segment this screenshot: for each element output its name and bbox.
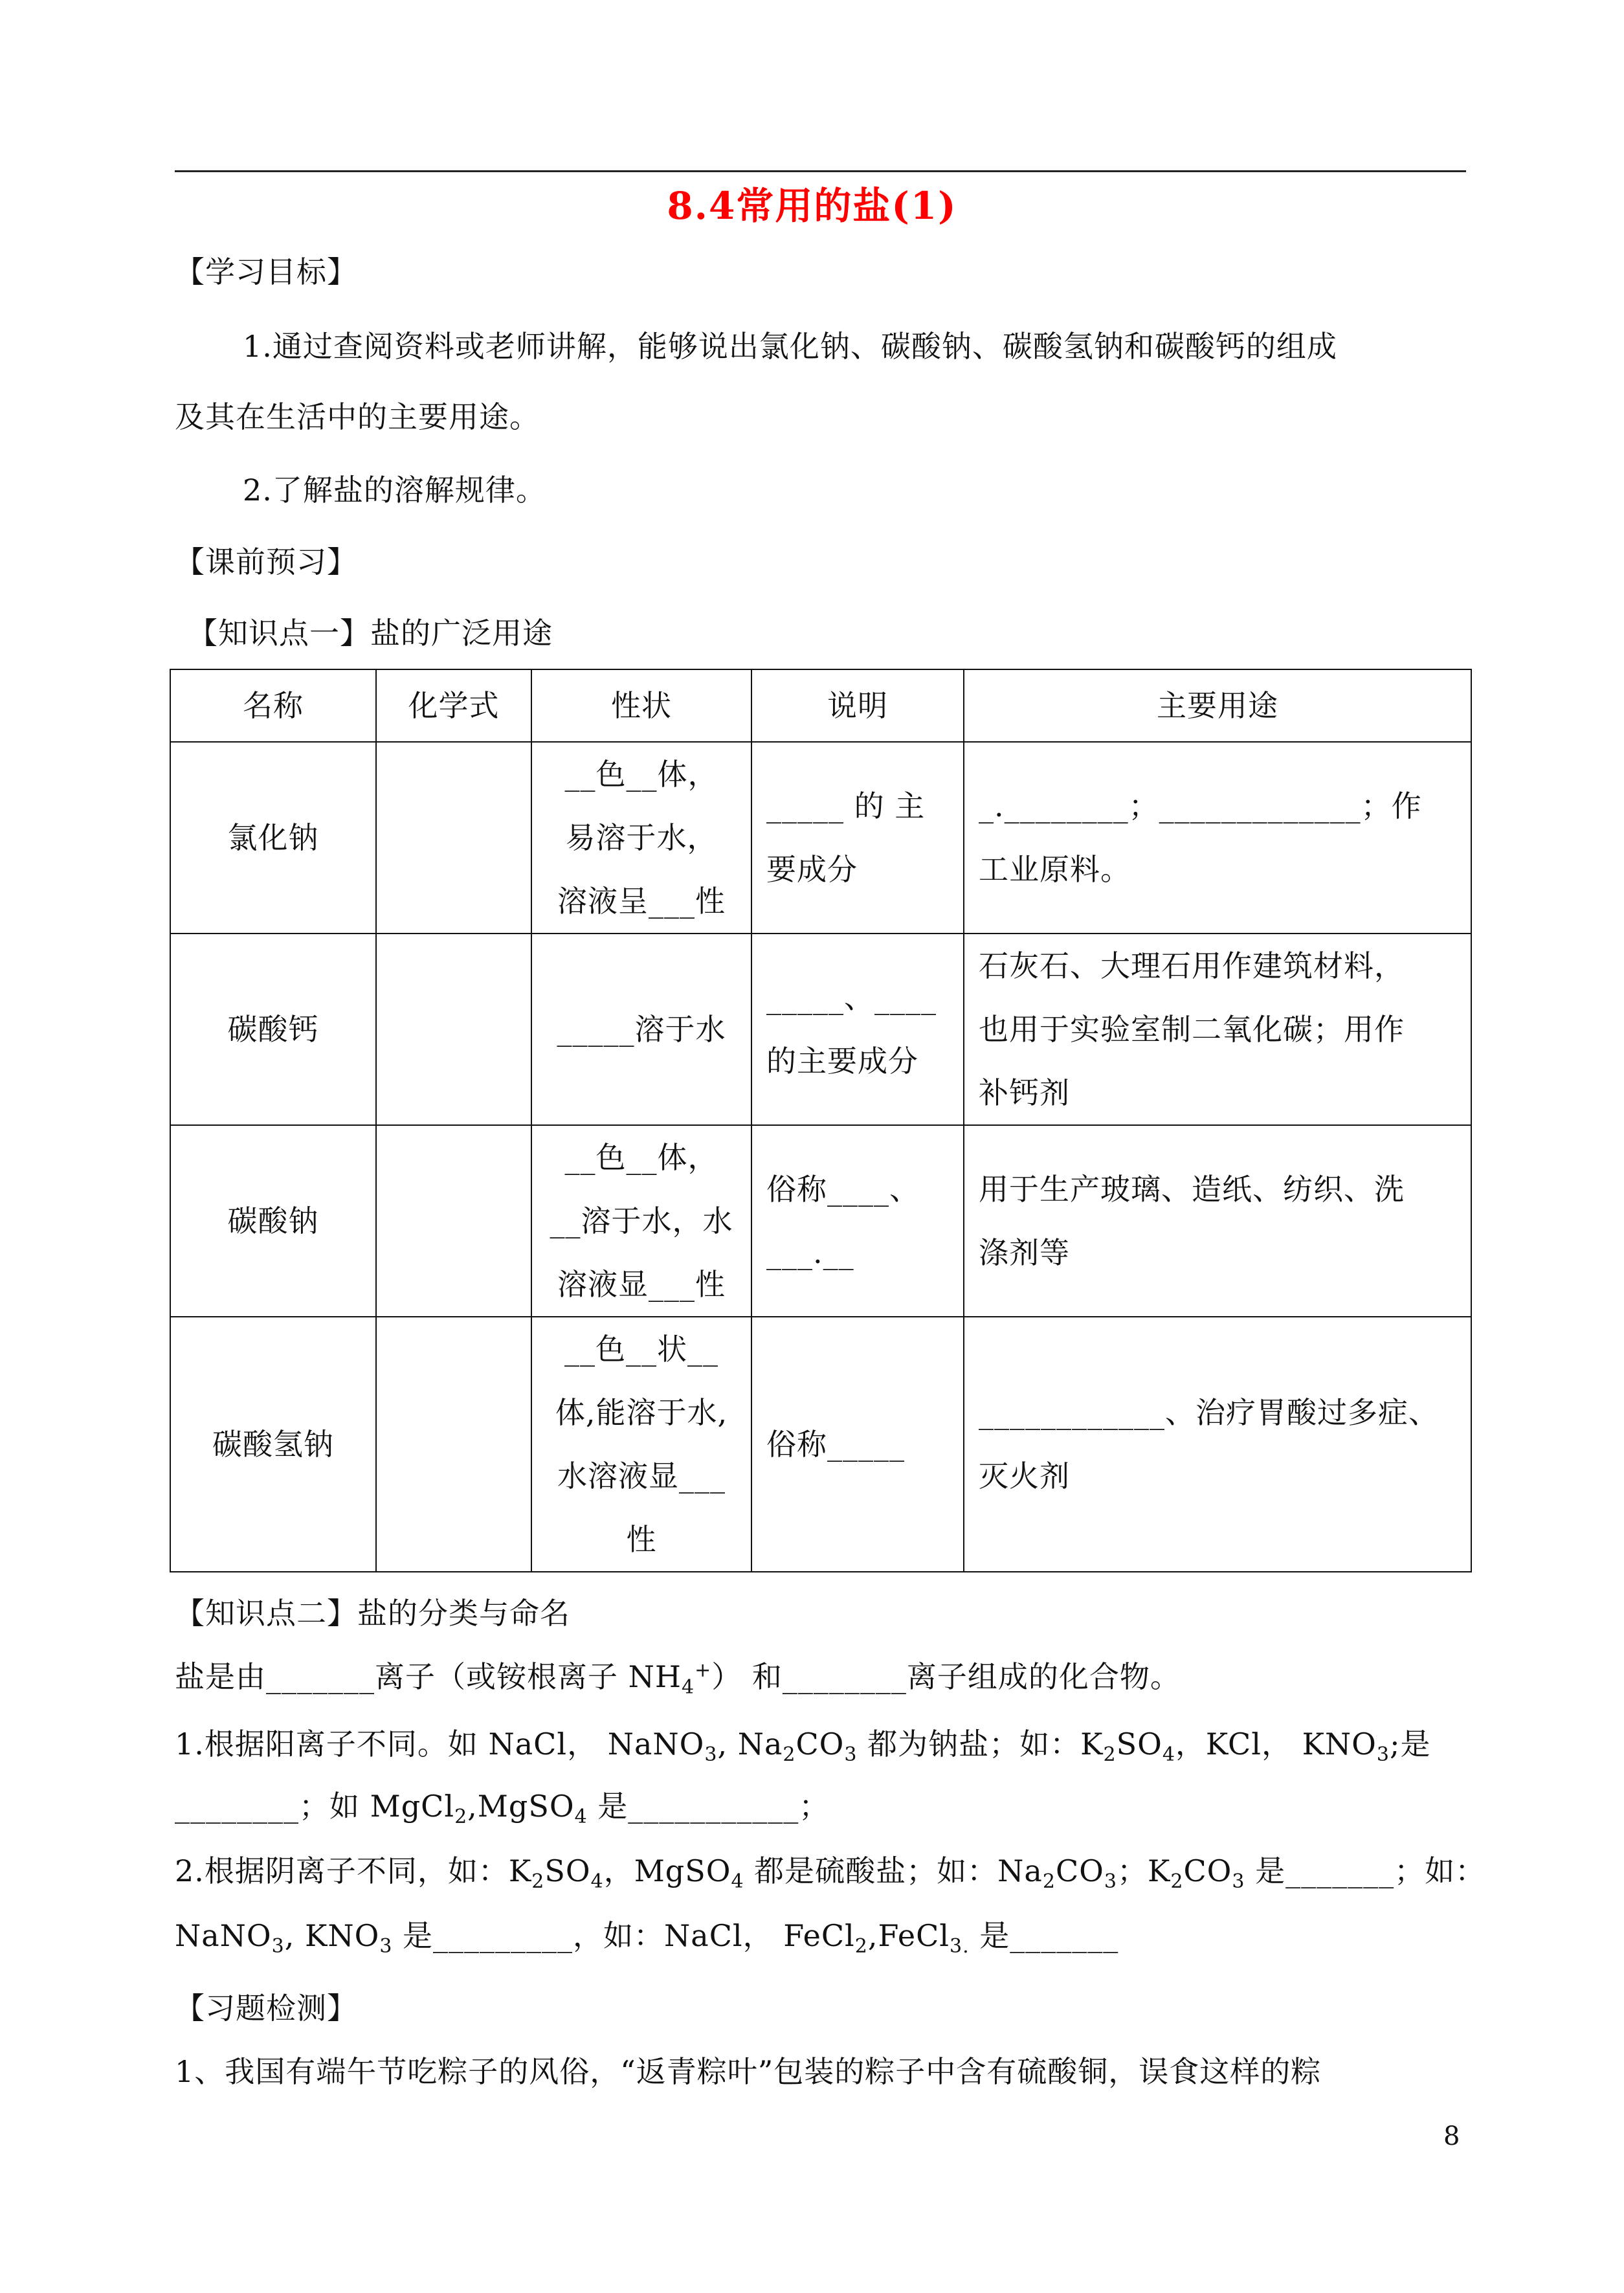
subscript: 2: [1103, 1743, 1117, 1767]
prop-line: 溶液呈___性: [557, 884, 726, 919]
row-formula: [376, 934, 531, 1125]
row-use: [964, 742, 1471, 934]
row-name: 氯化钠: [170, 742, 376, 934]
page-number: 8: [1443, 2121, 1461, 2151]
use-line: 石灰石、大理石用作建筑材料，: [979, 948, 1405, 983]
prop-line: __溶于水，水: [550, 1203, 733, 1238]
row-description: [751, 1317, 964, 1572]
subscript: 2: [1042, 1870, 1056, 1894]
text-run: 是___________；: [587, 1789, 830, 1824]
prop-line: __色__体，: [564, 1140, 718, 1175]
prop-line: 体,能溶于水,: [555, 1395, 728, 1430]
use-line: ____________、治疗胃酸过多症、: [979, 1395, 1439, 1430]
header-formula: 化学式: [376, 669, 531, 742]
subscript: 2: [1170, 1870, 1184, 1894]
text-run: SO: [544, 1853, 591, 1888]
prop-line: 溶液显___性: [557, 1267, 726, 1302]
text-run: NaNO: [175, 1918, 272, 1953]
subscript: 4: [590, 1870, 604, 1894]
subscript: 4: [574, 1806, 588, 1829]
text-run: ；K: [1117, 1853, 1171, 1888]
row-properties: [531, 742, 751, 934]
row-formula: [376, 1317, 531, 1572]
subscript: 3: [1376, 1743, 1390, 1767]
use-line: 工业原料。: [979, 852, 1131, 887]
subscript: 3: [379, 1935, 393, 1958]
desc-line: ___.__: [766, 1235, 854, 1270]
top-rule: [175, 170, 1466, 172]
row-use: [964, 1317, 1471, 1572]
text-run: CO: [1183, 1853, 1232, 1888]
kp2-def-b: ） 和________离子组成的化合物。: [711, 1659, 1181, 1694]
row-use: [964, 934, 1471, 1125]
kp2-def-a: 盐是由_______离子（或铵根离子 NH: [175, 1659, 682, 1694]
desc-line: 要成分: [766, 852, 858, 887]
table-header-row: [170, 669, 1471, 742]
subscript: 2: [454, 1806, 468, 1829]
subscript: 2: [854, 1935, 868, 1958]
desc-line: _____、____: [766, 980, 937, 1015]
page-title: 8.4常用的盐(1): [667, 184, 957, 228]
row-name: 碳酸钙: [170, 934, 376, 1125]
table-row: [170, 1125, 1471, 1317]
subscript: 3: [704, 1743, 718, 1767]
header-main-use: 主要用途: [964, 669, 1471, 742]
text-run: 都是硫酸盐；如：Na: [744, 1853, 1043, 1888]
text-run: 是_________，如：NaCl， FeCl: [392, 1918, 855, 1953]
prop-line: __色__状__: [564, 1332, 718, 1367]
subscript: 2: [531, 1870, 545, 1894]
kp2-def-sup: +: [695, 1659, 712, 1682]
prop-line: __色__体，: [564, 757, 718, 792]
text-run: ,MgSO: [467, 1789, 575, 1824]
text-run: , KNO: [284, 1918, 380, 1953]
objective-2: 2.了解盐的溶解规律。: [243, 473, 546, 508]
table-row: [170, 1317, 1471, 1572]
desc-line: 的主要成分: [766, 1044, 918, 1079]
subscript: 3: [1232, 1870, 1245, 1894]
text-run: 是_______: [969, 1918, 1119, 1953]
kp2-anion-line: [175, 1851, 1486, 1894]
use-line: 灭火剂: [979, 1459, 1070, 1493]
desc-line: 俗称____、: [766, 1172, 920, 1207]
text-run: 2.根据阴离子不同，如：K: [175, 1853, 532, 1888]
row-formula: [376, 742, 531, 934]
row-formula: [376, 1125, 531, 1317]
text-run: 1.根据阳离子不同。如 NaCl， NaNO: [175, 1727, 705, 1762]
header-name: 名称: [170, 669, 376, 742]
text-run: SO: [1116, 1727, 1162, 1762]
text-run: 都为钠盐；如：K: [857, 1727, 1104, 1762]
use-line: 补钙剂: [979, 1075, 1070, 1110]
knowledge-point-2: 【知识点二】盐的分类与命名: [175, 1596, 570, 1631]
row-name: 碳酸氢钠: [170, 1317, 376, 1572]
header-properties: 性状: [531, 669, 751, 742]
text-run: ,FeCl: [867, 1918, 950, 1953]
desc-line: _____ 的 主: [766, 789, 926, 823]
text-run: ________；如 MgCl: [175, 1789, 455, 1824]
row-description: [751, 1125, 964, 1317]
text-run: CO: [795, 1727, 845, 1762]
subscript: 4: [1162, 1743, 1175, 1767]
subscript: 3.: [950, 1935, 970, 1958]
use-line: 用于生产玻璃、造纸、纺织、洗: [979, 1172, 1405, 1207]
subscript: 3: [271, 1935, 285, 1958]
text-run: ，MgSO: [603, 1853, 731, 1888]
kp2-cation-line-2: [175, 1787, 830, 1829]
knowledge-point-1: 【知识点一】盐的广泛用途: [188, 616, 553, 651]
exercise-question-1: 1、我国有端午节吃粽子的风俗，“返青粽叶”包装的粽子中含有硫酸铜，误食这样的粽: [175, 2054, 1322, 2089]
subscript: 2: [783, 1743, 796, 1767]
row-properties: [531, 1125, 751, 1317]
row-use: [964, 1125, 1471, 1317]
preview-heading: 【课前预习】: [175, 544, 357, 579]
prop-line: 易溶于水，: [565, 820, 718, 855]
text-run: , Na: [717, 1727, 783, 1762]
use-line: 涤剂等: [979, 1235, 1070, 1270]
objective-1a: 1.通过查阅资料或老师讲解，能够说出氯化钠、碳酸钠、碳酸氢钠和碳酸钙的组成: [243, 329, 1337, 364]
prop-line: 性: [626, 1522, 657, 1557]
row-properties: [531, 1317, 751, 1572]
text-run: ，KCl， KNO: [1175, 1727, 1377, 1762]
table-row: [170, 742, 1471, 934]
text-run: 是_______；如：: [1245, 1853, 1486, 1888]
desc-line: 俗称_____: [766, 1427, 905, 1462]
prop-line: _____溶于水: [557, 1012, 726, 1047]
use-line: _.________；_____________；作: [979, 789, 1422, 823]
row-name: 碳酸钠: [170, 1125, 376, 1317]
salt-uses-table: [170, 669, 1472, 1572]
row-description: [751, 742, 964, 934]
table-row: [170, 934, 1471, 1125]
subscript: 3: [1104, 1870, 1117, 1894]
use-line: 也用于实验室制二氧化碳；用作: [979, 1012, 1405, 1047]
exercise-heading: 【习题检测】: [175, 1991, 357, 2026]
objective-1b: 及其在生活中的主要用途。: [175, 399, 540, 434]
kp2-anion-line-2: [175, 1916, 1119, 1958]
text-run: CO: [1055, 1853, 1104, 1888]
subscript: 3: [844, 1743, 858, 1767]
kp2-definition: [175, 1657, 1181, 1699]
prop-line: 水溶液显___: [557, 1459, 726, 1493]
kp2-def-sub: 4: [682, 1676, 695, 1699]
row-properties: [531, 934, 751, 1125]
text-run: ;是: [1390, 1727, 1431, 1762]
header-description: 说明: [751, 669, 964, 742]
row-description: [751, 934, 964, 1125]
kp2-cation-line: [175, 1725, 1431, 1767]
objectives-heading: 【学习目标】: [175, 254, 357, 289]
subscript: 4: [731, 1870, 744, 1894]
